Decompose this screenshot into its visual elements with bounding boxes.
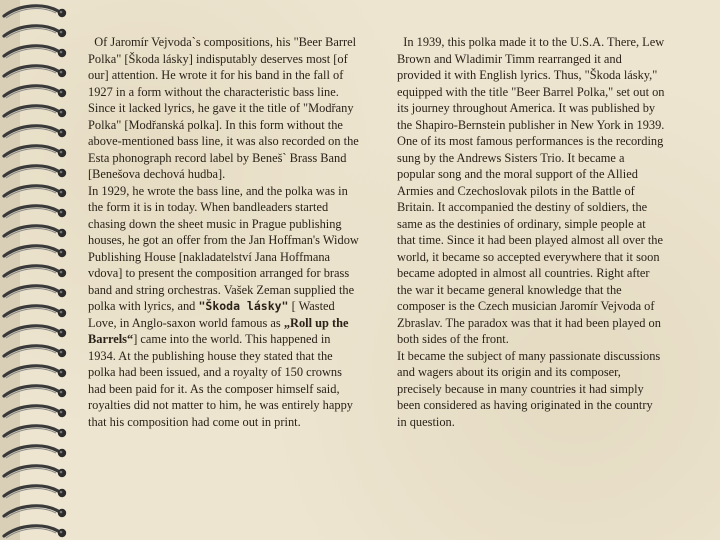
right-paragraph-1-text: In 1939, this polka made it to the U.S.A. There, Lew Brown and Wladimir Timm rearranged it and provided it with English lyrics. Thus, "Škoda lásky," equipped with the title "Beer Barrel Polka," set out on its journey throughout America. It was published by the Shapiro-Bernstein publisher in New York in 1939. One of its most famous performances is the recording sung by the Andrews Sisters Trio. It became a popular song and the moral support of the Allied Armies and Czechoslovak pilots in the Battle of Britain. It accompanied the destiny of soldiers, the same as the destinies of ordinary, simple people at that time. Since it had been played almost all over the world, it became so accepted everywhere that it soon became adopted in almost all countries. Right after the war it became general knowledge that the composer is the Czech musician Jaromír Vejvoda of Zbraslav. The paradox was that it had been played on both sides of the front. (397, 35, 665, 346)
left-p2-after: ] came into the world. This happened in 1934. At the publishing house they stated that the polka had been issued, and a royalty of 150 crowns had been paid for it. As the composer himself said, royalties did not matter to him, he was entirely happy that his composition had come out in print. (88, 332, 353, 429)
left-p2-before: In 1929, he wrote the bass line, and the polka was in the form it is in today. When bandleaders started chasing down the sheet music in Prague publishing houses, he got an offer from the Jan Hoffman's Widow Publishing House [nakladatelství Jana Hoffmana vdova] to present the composition arranged for brass band and string orchestras. Vašek Zeman supplied the polka with lyrics, and (88, 183, 359, 313)
right-paragraph-2: It became the subject of many passionate discussions and wagers about its origin and its composer, precisely because in many countries it had simply been considered as having originated in the country in question. (397, 348, 661, 429)
right-text-column (397, 34, 665, 430)
right-paragraph-1 (397, 34, 665, 348)
czech-title: "Škoda lásky" (198, 299, 289, 313)
english-title: „Roll up the Barrels“ (88, 315, 349, 346)
left-text-column (88, 34, 360, 430)
left-paragraph-2 (88, 183, 360, 431)
left-paragraph-1 (88, 34, 360, 183)
spiral-binding (0, 0, 78, 540)
left-paragraph-1-text: Of Jaromír Vejvoda`s compositions, his "Beer Barrel Polka" [Škoda lásky] indisputably deserves most [of our] attention. He wrote it for his band in the fall of 1927 in a form without the characteristic bass line. Since it lacked lyrics, he gave it the title of "Modřany Polka" [Modřanská polka]. In this form without the above-mentioned bass line, it was also recorded on the Esta phonograph record label by Beneš` Brass Band [Benešova dechová hudba]. (88, 35, 359, 181)
left-p2-middle: [ Wasted Love, in Anglo-saxon world famous as (88, 299, 335, 330)
